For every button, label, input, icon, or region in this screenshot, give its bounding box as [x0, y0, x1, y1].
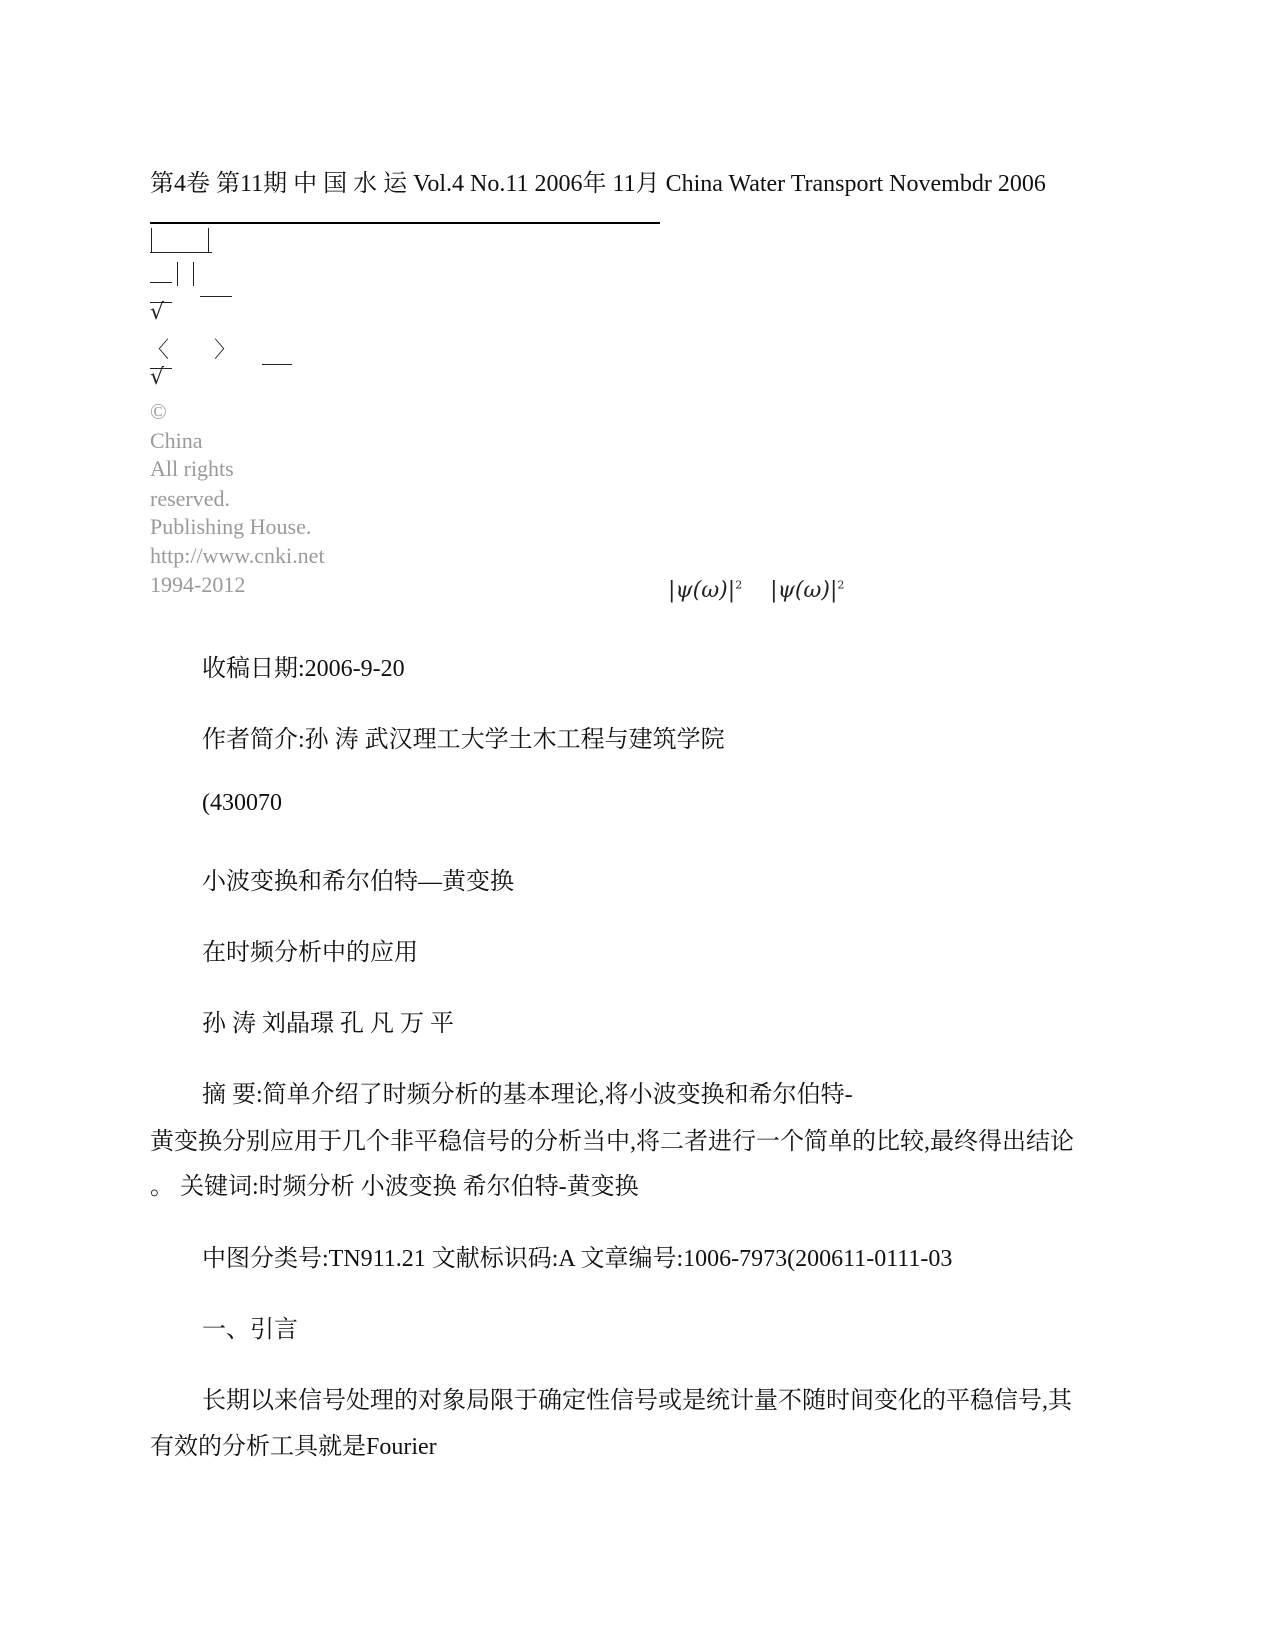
- artifact-vline: [177, 262, 178, 286]
- author-list: 孙 涛 刘晶璟 孔 凡 万 平: [202, 1011, 454, 1037]
- watermark-line: Publishing House.: [150, 514, 312, 539]
- artifact-hline: [150, 282, 172, 283]
- watermark-years: 1994-2012: [150, 572, 246, 597]
- angle-right-symbol: 〉: [214, 338, 237, 363]
- abstract-line1: 摘 要:简单介绍了时频分析的基本理论,将小波变换和希尔伯特-: [202, 1082, 853, 1108]
- classification-info: 中图分类号:TN911.21 文献标识码:A 文章编号:1006-7973(200611-0111-03: [202, 1246, 953, 1272]
- sqrt-symbol: √: [150, 365, 165, 390]
- author-intro: 作者简介:孙 涛 武汉理工大学土木工程与建筑学院: [202, 727, 725, 753]
- artifact-vline: [151, 228, 152, 252]
- postcode: (430070: [202, 790, 282, 816]
- watermark-copyright: ©: [150, 399, 167, 424]
- running-header: 第4卷 第11期 中 国 水 运 Vol.4 No.11 2006年 11月 China Water Transport Novembdr 2006: [150, 171, 1046, 197]
- header-rule: [150, 222, 660, 224]
- received-date: 收稿日期:2006-9-20: [202, 656, 405, 682]
- sqrt-symbol: √: [150, 300, 165, 325]
- angle-left-symbol: 〈: [147, 338, 170, 363]
- psi-term: |ψ(ω)|: [770, 578, 838, 603]
- body-text-line1: 长期以来信号处理的对象局限于确定性信号或是统计量不随时间变化的平稳信号,其: [202, 1388, 1072, 1414]
- psi-term: |ψ(ω)|: [668, 578, 736, 603]
- psi-exponent: 2: [735, 578, 743, 592]
- keywords: 。 关键词:时频分析 小波变换 希尔伯特-黄变换: [150, 1174, 639, 1200]
- watermark-line: reserved.: [150, 486, 231, 511]
- watermark-url: http://www.cnki.net: [150, 543, 325, 568]
- abstract-line2: 黄变换分别应用于几个非平稳信号的分析当中,将二者进行一个简单的比较,最终得出结论: [150, 1129, 1074, 1155]
- body-text-line2: 有效的分析工具就是Fourier: [150, 1434, 437, 1460]
- artifact-vline: [193, 262, 194, 286]
- watermark-line: All rights: [150, 456, 234, 481]
- article-title-line1: 小波变换和希尔伯特—黄变换: [202, 869, 514, 895]
- artifact-hline: [262, 364, 292, 365]
- psi-exponent: 2: [837, 578, 845, 592]
- artifact-hline: [150, 252, 212, 253]
- artifact-hline: [200, 296, 232, 297]
- psi-formula: [668, 578, 844, 603]
- section-heading: 一、引言: [202, 1317, 298, 1343]
- artifact-vline: [208, 228, 209, 252]
- article-title-line2: 在时频分析中的应用: [202, 940, 418, 966]
- watermark-line: China: [150, 428, 203, 453]
